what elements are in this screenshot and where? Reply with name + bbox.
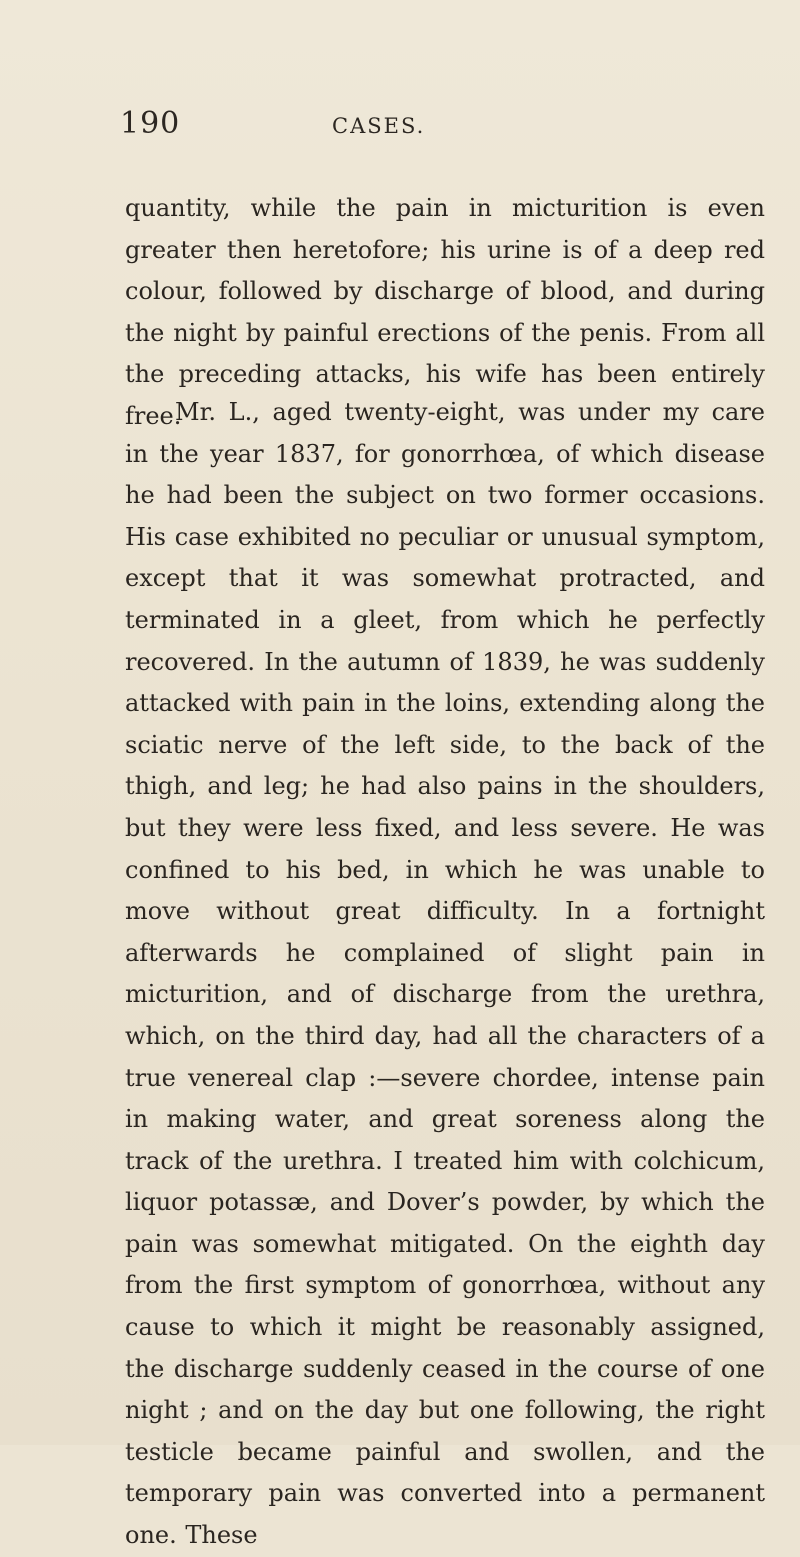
paragraph-continuation: quantity, while the pain in micturition is even greater then heretofore; his urine is of a deep red colour, followed by discharge of blood, and during the night by painful erections of the penis. From all the preceding attacks, his wife has been entirely free. xyxy=(125,194,765,430)
running-head: CASES. xyxy=(332,114,426,138)
page-header xyxy=(120,106,770,146)
paragraph-case-mr-l: Mr. L., aged twenty-eight, was under my care in the year 1837, for gonorrhœa, of which disease he had been the subject on two former occasions. His case exhibited no peculiar or unusual symptom, except that it was somewhat protracted, and terminated in a gleet, from which he perfectly recovered. In the autumn of 1839, he was suddenly attacked with pain in the loins, extending along the sciatic nerve of the left side, to the back of the thigh, and leg; he had also pains in the shoulders, but they were less fixed, and less severe. He was confined to his bed, in which he was unable to move without great difficulty. In a fortnight afterwards he complained of slight pain in micturition, and of discharge from the urethra, which, on the third day, had all the characters of a true venereal clap :—severe chordee, intense pain in making water, and great soreness along the track of the urethra. I treated him with colchicum, liquor potassæ, and Dover’s powder, by which the pain was somewhat mitigated. On the eighth day from the first symptom of gonorrhœa, without any cause to which it might be reasonably assigned, the discharge suddenly ceased in the course of one night ; and on the day but one following, the right testicle became painful and swollen, and the temporary pain was converted into a permanent one. These xyxy=(125,398,765,1550)
page-number: 190 xyxy=(120,106,181,141)
